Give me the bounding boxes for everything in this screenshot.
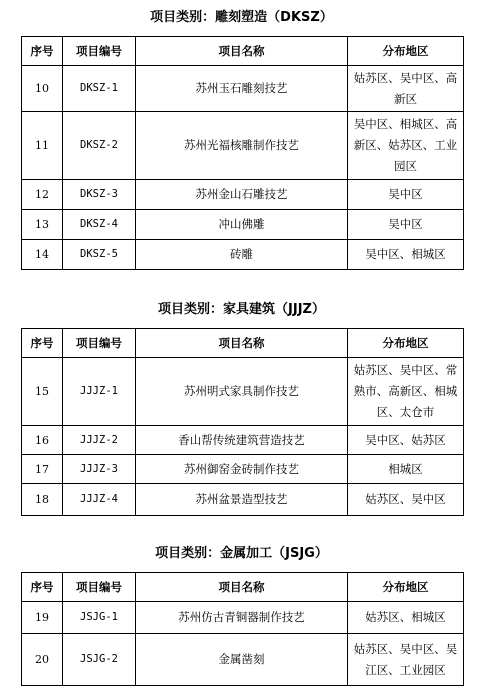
row-area: 姑苏区、吴中区、高新区: [348, 66, 464, 112]
row-no: 19: [22, 602, 63, 634]
row-name: 冲山佛雕: [136, 210, 348, 240]
row-no: 13: [22, 210, 63, 240]
row-name: 苏州金山石雕技艺: [136, 180, 348, 210]
table-row: [22, 358, 464, 426]
table-row: [22, 484, 464, 516]
section-title-jjjz: 项目类别：家具建筑（JJJZ）: [158, 302, 325, 317]
header-name: 项目名称: [136, 573, 348, 602]
table-row: [22, 240, 464, 270]
header-code: 项目编号: [63, 329, 136, 358]
row-code: JJJZ-2: [63, 426, 136, 455]
row-code: DKSZ-5: [63, 240, 136, 270]
row-name: 金属凿刻: [136, 634, 348, 686]
row-area: 吴中区、相城区: [348, 240, 464, 270]
row-code: DKSZ-1: [63, 66, 136, 112]
table-header-row: [22, 573, 464, 602]
header-no: 序号: [22, 329, 63, 358]
row-area: 姑苏区、吴中区、吴江区、工业园区: [348, 634, 464, 686]
row-area: 姑苏区、吴中区: [348, 484, 464, 516]
table-row: [22, 66, 464, 112]
row-name: 苏州光福核雕制作技艺: [136, 112, 348, 180]
row-code: JJJZ-1: [63, 358, 136, 426]
row-no: 18: [22, 484, 63, 516]
row-code: JJJZ-3: [63, 455, 136, 484]
header-name: 项目名称: [136, 329, 348, 358]
row-name: 苏州玉石雕刻技艺: [136, 66, 348, 112]
row-no: 14: [22, 240, 63, 270]
row-area: 相城区: [348, 455, 464, 484]
row-no: 17: [22, 455, 63, 484]
row-code: JJJZ-4: [63, 484, 136, 516]
table-row: [22, 112, 464, 180]
row-no: 15: [22, 358, 63, 426]
row-name: 砖雕: [136, 240, 348, 270]
table-jjjz: [21, 328, 464, 516]
row-name: 苏州明式家具制作技艺: [136, 358, 348, 426]
row-no: 20: [22, 634, 63, 686]
row-name: 苏州御窑金砖制作技艺: [136, 455, 348, 484]
row-no: 11: [22, 112, 63, 180]
row-name: 苏州仿古青铜器制作技艺: [136, 602, 348, 634]
header-area: 分布地区: [348, 573, 464, 602]
row-code: DKSZ-4: [63, 210, 136, 240]
section-title-jsjg: 项目类别：金属加工（JSJG）: [155, 546, 328, 561]
row-code: JSJG-1: [63, 602, 136, 634]
table-header-row: [22, 37, 464, 66]
header-no: 序号: [22, 573, 63, 602]
table-row: [22, 426, 464, 455]
row-area: 吴中区: [348, 180, 464, 210]
table-row: [22, 634, 464, 686]
table-row: [22, 602, 464, 634]
row-area: 吴中区、姑苏区: [348, 426, 464, 455]
header-area: 分布地区: [348, 329, 464, 358]
header-code: 项目编号: [63, 573, 136, 602]
row-area: 吴中区: [348, 210, 464, 240]
row-name: 苏州盆景造型技艺: [136, 484, 348, 516]
header-area: 分布地区: [348, 37, 464, 66]
row-code: DKSZ-3: [63, 180, 136, 210]
row-area: 吴中区、相城区、高新区、姑苏区、工业园区: [348, 112, 464, 180]
section-title-dksz: 项目类别：雕刻塑造（DKSZ）: [150, 10, 333, 25]
table-row: [22, 455, 464, 484]
table-dksz: [21, 36, 464, 270]
row-no: 10: [22, 66, 63, 112]
table-header-row: [22, 329, 464, 358]
row-area: 姑苏区、吴中区、常熟市、高新区、相城区、太仓市: [348, 358, 464, 426]
row-no: 12: [22, 180, 63, 210]
row-name: 香山帮传统建筑营造技艺: [136, 426, 348, 455]
table-row: [22, 180, 464, 210]
header-name: 项目名称: [136, 37, 348, 66]
header-no: 序号: [22, 37, 63, 66]
row-code: DKSZ-2: [63, 112, 136, 180]
table-jsjg: [21, 572, 464, 686]
row-area: 姑苏区、相城区: [348, 602, 464, 634]
row-no: 16: [22, 426, 63, 455]
row-code: JSJG-2: [63, 634, 136, 686]
table-row: [22, 210, 464, 240]
header-code: 项目编号: [63, 37, 136, 66]
